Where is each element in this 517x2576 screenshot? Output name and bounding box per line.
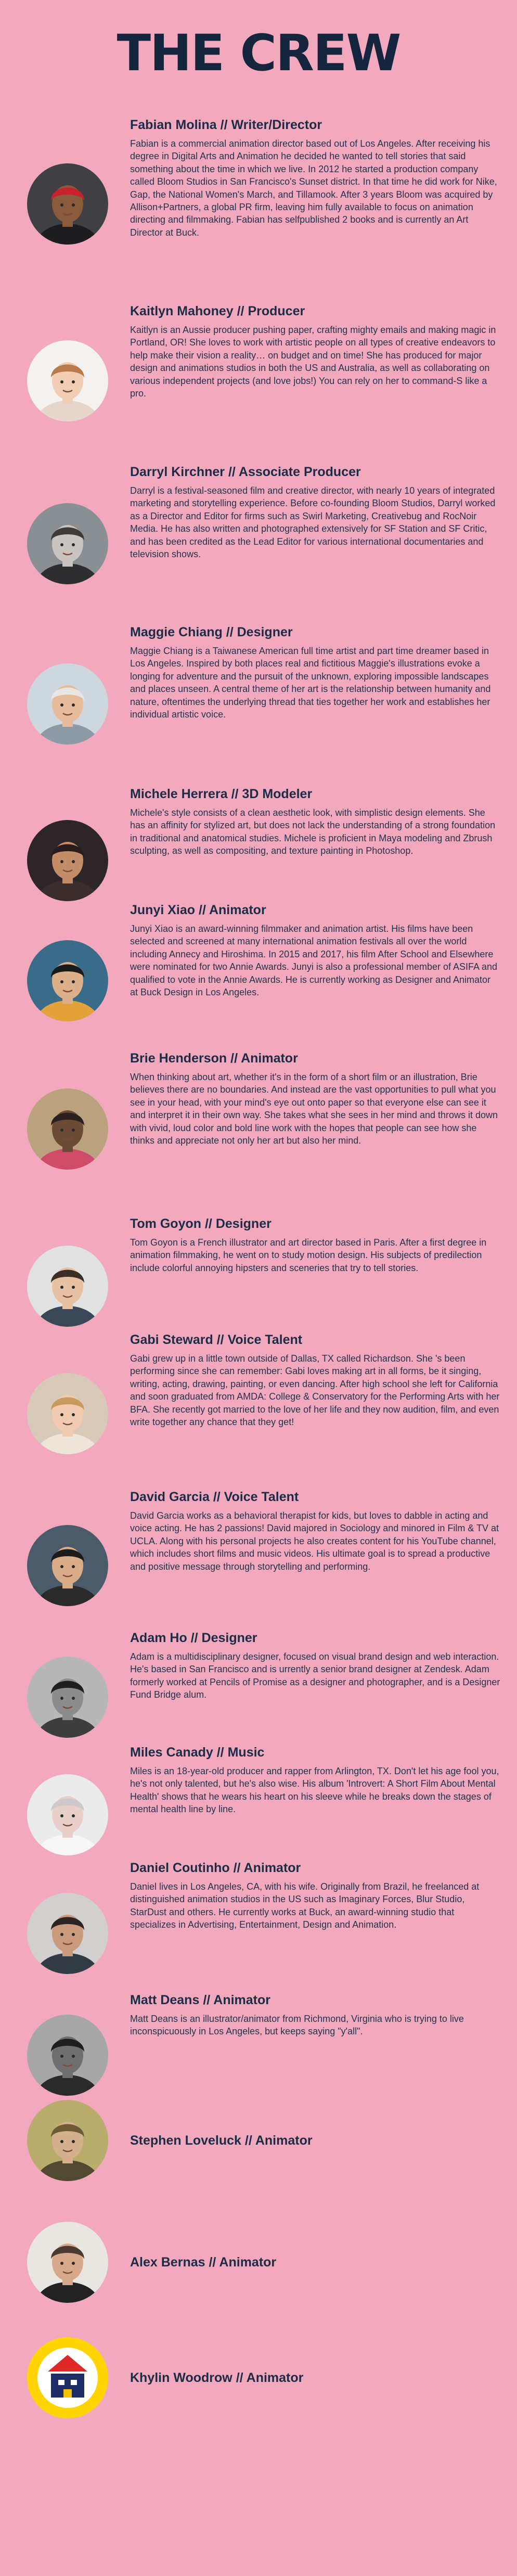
member-info (130, 1992, 500, 2038)
profile-photo-icon (27, 1373, 108, 1454)
member-info (130, 2132, 500, 2149)
heading-separator: // (199, 903, 206, 917)
heading-separator: // (236, 2370, 243, 2385)
member-heading (130, 303, 500, 319)
member-bio: Daniel lives in Los Angeles, CA, with his wife. Originally from Brazil, he freelanced at distinguished animation studios in the US such as Imaginary Forces, Blur Studio, StarDust and others. He currently works at Buck, an award-winning studio that specializes in Advertising, Entertainment, Design and Animation. (130, 1881, 480, 1930)
member-heading (130, 1744, 500, 1761)
member-role: Writer/Director (231, 118, 322, 132)
member-role: Designer (237, 625, 293, 639)
profile-photo-icon (27, 663, 108, 745)
member-role: Animator (255, 2133, 313, 2148)
profile-photo-icon (27, 163, 108, 245)
member-info (130, 2254, 500, 2271)
member-bio: Maggie Chiang is a Taiwanese American full time artist and part time dreamer based in Los Angeles. Inspired by both places real and fictitious Maggie's illustrations evoke a longing for adventure and the pursuit of the unknown, exploring impossible landscapes and places unseen. A central theme of her art is the relationship between humanity and nature, oftentimes the underlying thread that ties together her work and establishes her individual artistic voice. (130, 646, 491, 720)
heading-separator: // (204, 1216, 212, 1231)
member-name: Gabi Steward (130, 1332, 213, 1347)
member-info (130, 464, 500, 560)
member-info (130, 902, 500, 998)
profile-photo-icon (27, 1088, 108, 1170)
member-bio: Fabian is a commercial animation director based out of Los Angeles. After receiving his degree in Digital Arts and Animation he decided he wanted to tell stories that said something about the time in which we live. In 2012 he started a production company called Bloom Studios in San Francisco's Sunset district. In that time he did work for Nike, Gap, the National Women's March, and Tillamook. After 3 years Bloom was acquired by Allison+Partners, a global PR firm, leaving him fully available to focus on animation directing and filmmaking. Fabian has selfpublished 2 books and is currently an Art Director at Buck. (130, 138, 497, 238)
member-name: Maggie Chiang (130, 625, 223, 639)
heading-separator: // (226, 625, 234, 639)
member-bio: Michele's style consists of a clean aesthetic look, with simplistic design elements. She has an affinity for stylized art, but does not lack the understanding of a strong foundation in traditional and anatomical studies. Michele is proficient in Maya modeling and Zbrush sculpting, as well as compositing, and texture painting in Photoshop. (130, 808, 496, 856)
member-role: Voice Talent (227, 1332, 303, 1347)
profile-photo-icon (27, 1657, 108, 1738)
member-info (130, 303, 500, 400)
member-heading (130, 2254, 500, 2271)
member-heading (130, 1489, 500, 1505)
member-name: David Garcia (130, 1490, 210, 1504)
member-name: Alex Bernas (130, 2255, 205, 2270)
member-name: Adam Ho (130, 1631, 187, 1645)
member-info (130, 1215, 500, 1274)
member-info (130, 1744, 500, 1816)
member-role: Associate Producer (238, 465, 361, 479)
member-name: Kaitlyn Mahoney (130, 304, 234, 318)
member-name: Darryl Kirchner (130, 465, 225, 479)
member-info (130, 1331, 500, 1428)
profile-photo-icon (27, 1774, 108, 1855)
member-info (130, 1050, 500, 1147)
member-bio: Adam is a multidisciplinary designer, focused on visual brand design and web interaction. He's based in San Francisco and is urrently a senior brand designer at Zendesk. Adam formerly worked at Pencils of Promise as a designer and photographer, and is a Designer Fund Bridge alum. (130, 1651, 500, 1700)
member-name: Miles Canady (130, 1745, 213, 1760)
profile-photo-icon (27, 2015, 108, 2096)
member-bio: Junyi Xiao is an award-winning filmmaker and animation artist. His films have been selected and screened at many international animation festivals all over the world including Annecy and Hiroshima. In 2015 and 2017, his film After School and Elsewhere were nominated for two Annie Awards. Junyi is also a professional member of ASIFA and qualified to vote in the Annie Awards. He is currently working as Designer and Animator at Buck Design in Los Angeles. (130, 924, 498, 998)
member-bio: Kaitlyn is an Aussie producer pushing paper, crafting mighty emails and making magic in Portland, OR! She loves to work with artistic people on all types of creative endeavors to help make their vision a reality… on budget and on time! She has produced for major design and animations studios in both the US and Australia, as well as collaborating on various independent projects (and love jobs!) You can rely on her to command-S like a pro. (130, 325, 496, 399)
cartoon-character-icon (27, 2337, 108, 2418)
member-heading (130, 624, 500, 640)
profile-photo-icon (27, 503, 108, 584)
member-info (130, 1489, 500, 1573)
heading-separator: // (213, 1490, 221, 1504)
member-heading (130, 1331, 500, 1348)
member-heading (130, 464, 500, 480)
member-bio: Miles is an 18-year-old producer and rapper from Arlington, TX. Don't let his age fool you, he's not only talented, but he's also wise. His album 'Introvert: A Short Film About Mental Health' shows that he wears his heart on his sleeve while he breaks down the stages of mental health line by line. (130, 1766, 499, 1815)
member-bio: David Garcia works as a behavioral therapist for kids, but loves to dabble in acting and voice acting. He has 2 passions! David majored in Sociology and minored in Film & TV at UCLA. Along with his personal projects he also creates content for his YouTube channel, which includes short films and music videos. His ultimate goal is to spread a productive and positive message through storytelling and performing. (130, 1510, 499, 1572)
member-heading (130, 1630, 500, 1646)
member-info (130, 2369, 500, 2386)
member-heading (130, 1050, 500, 1067)
heading-separator: // (237, 304, 244, 318)
profile-photo-icon (27, 820, 108, 901)
member-heading (130, 1992, 500, 2008)
member-info (130, 624, 500, 721)
member-role: 3D Modeler (242, 787, 313, 801)
member-name: Matt Deans (130, 1993, 200, 2007)
profile-photo-icon (27, 2100, 108, 2181)
member-info (130, 786, 500, 857)
member-heading (130, 2132, 500, 2149)
heading-separator: // (228, 465, 236, 479)
member-role: Producer (248, 304, 305, 318)
heading-separator: // (230, 1051, 238, 1066)
heading-separator: // (216, 1332, 224, 1347)
member-role: Animator (219, 2255, 277, 2270)
member-role: Voice Talent (224, 1490, 299, 1504)
member-name: Junyi Xiao (130, 903, 196, 917)
member-role: Animator (246, 2370, 304, 2385)
member-role: Animator (241, 1051, 298, 1066)
member-name: Khylin Woodrow (130, 2370, 232, 2385)
profile-photo-icon (27, 2222, 108, 2303)
heading-separator: // (190, 1631, 198, 1645)
member-bio: Matt Deans is an illustrator/animator from Richmond, Virginia who is trying to live inconspicuously in Los Angeles, but keeps saying "y'all". (130, 2014, 464, 2037)
member-heading (130, 2369, 500, 2386)
profile-photo-icon (27, 340, 108, 421)
member-heading (130, 117, 500, 133)
page-title: THE CREW (117, 24, 400, 82)
member-bio: Gabi grew up in a little town outside of Dallas, TX called Richardson. She 's been performing since she can remember: Gabi loves making art in all forms, be it singing, writing, acting, drawing, painting, or even dancing. After high school she left for California and soon graduated from AMDA: College & Conservatory for the Performing Arts with her BFA. She recently got married to the love of her life and they now audition, film, and even write together any chance that they get! (130, 1353, 500, 1428)
heading-separator: // (233, 1861, 241, 1875)
member-bio: Darryl is a festival-seasoned film and creative director, with nearly 10 years of integrated marketing and storytelling experience. Before co-founding Bloom Studios, Darryl worked as a Director and Editor for firms such as Swirl Marketing, Creativebug and RocNoir Media. He has also written and photographed extensively for SF Station and SF Critic, and has been credited as the Lead Editor for various international documentaries and television shows. (130, 485, 496, 560)
member-name: Tom Goyon (130, 1216, 202, 1231)
heading-separator: // (220, 118, 228, 132)
member-info (130, 1860, 500, 1931)
member-name: Brie Henderson (130, 1051, 227, 1066)
member-role: Animator (209, 903, 266, 917)
heading-separator: // (203, 1993, 211, 2007)
member-name: Daniel Coutinho (130, 1861, 230, 1875)
member-heading (130, 1215, 500, 1232)
profile-photo-icon (27, 1525, 108, 1606)
heading-separator: // (209, 2255, 216, 2270)
member-heading (130, 902, 500, 918)
profile-photo-icon (27, 1893, 108, 1974)
member-role: Animator (243, 1861, 301, 1875)
member-heading (130, 786, 500, 802)
member-bio: Tom Goyon is a French illustrator and art director based in Paris. After a first degree in animation filmmaking, he went on to study motion design. His subjects of predilection include colorful annoying hipsters and sceneries that try to tell stories. (130, 1237, 487, 1273)
member-role: Designer (215, 1216, 272, 1231)
member-name: Stephen Loveluck (130, 2133, 241, 2148)
member-bio: When thinking about art, whether it's in the form of a short film or an illustration, Brie believes there are no boundaries. And instead are the vast opportunities to pull what you see in your head, with your mind's eye out onto paper so that everyone else can see it and interpret it in their own way. She takes what she sees in her mind and throws it down with vivid, loud color and bold line work with the hopes that people can see how she thinks and appreciate not only her art but also her mind. (130, 1072, 498, 1146)
member-role: Music (227, 1745, 265, 1760)
profile-photo-icon (27, 1246, 108, 1327)
profile-photo-icon (27, 940, 108, 1021)
member-info (130, 117, 500, 239)
member-role: Designer (201, 1631, 257, 1645)
member-info (130, 1630, 500, 1701)
member-name: Michele Herrera (130, 787, 228, 801)
heading-separator: // (231, 787, 239, 801)
member-role: Animator (213, 1993, 270, 2007)
member-heading (130, 1860, 500, 1876)
member-name: Fabian Molina (130, 118, 217, 132)
heading-separator: // (216, 1745, 224, 1760)
heading-separator: // (244, 2133, 252, 2148)
